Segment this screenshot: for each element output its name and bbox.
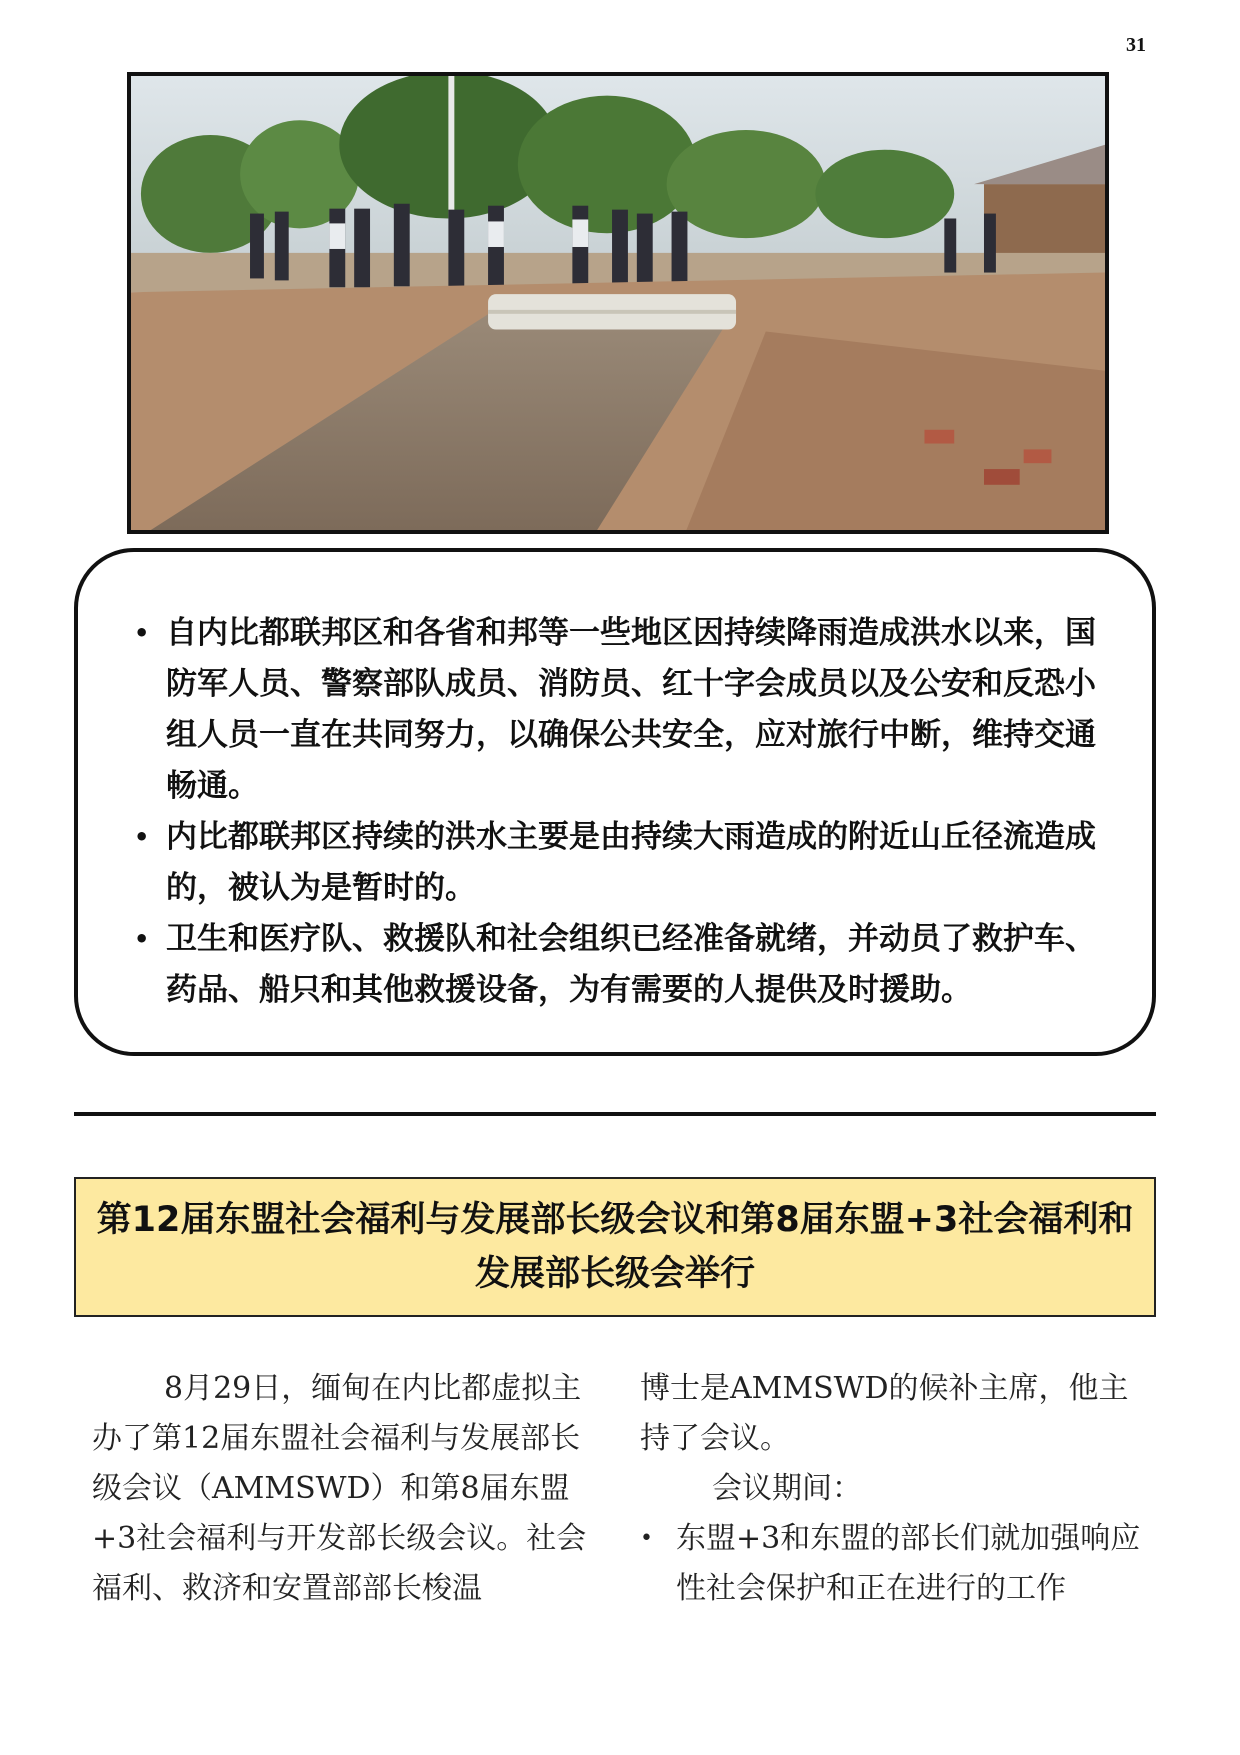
article-lead: 会议期间： [712, 1471, 862, 1506]
summary-bullet [134, 608, 1108, 812]
flood-canal-photo [127, 72, 1109, 534]
article-headline-box [74, 1177, 1156, 1317]
summary-bullet [134, 812, 1108, 914]
summary-bullet-text: 卫生和医疗队、救援队和社会组织已经准备就绪，并动员了救护车、药品、船只和其他救援设备，为有需要的人提供及时援助。 [166, 921, 1096, 1008]
summary-bullet-text: 自内比都联邦区和各省和邦等一些地区因持续降雨造成洪水以来，国防军人员、警察部队成员、消防员、红十字会成员以及公安和反恐小组人员一直在共同努力，以确保公共安全，应对旅行中断，维持交通畅通。 [166, 615, 1096, 804]
article-bullet-text: 东盟+3和东盟的部长们就加强响应性社会保护和正在进行的工作 [676, 1521, 1141, 1606]
bullet-dot-icon: • [134, 619, 150, 647]
bullet-dot-icon: • [134, 823, 150, 851]
article-paragraph: 博士是AMMSWD的候补主席，他主持了会议。 [640, 1371, 1129, 1456]
bullet-dot-icon: • [134, 925, 150, 953]
photo-illustration [131, 76, 1105, 530]
article-right-column [640, 1364, 1146, 1614]
article-bullet-list [640, 1514, 1146, 1614]
summary-bullet [134, 914, 1108, 1016]
article-left-column [92, 1364, 608, 1614]
section-divider [74, 1112, 1156, 1116]
article-title: 第12届东盟社会福利与发展部长级会议和第8届东盟+3社会福利和发展部长级会举行 [96, 1200, 1134, 1294]
article-bullet [640, 1514, 1146, 1614]
bullet-dot-icon: • [640, 1526, 653, 1551]
page-number: 31 [1126, 34, 1146, 56]
summary-list [134, 608, 1108, 1016]
summary-bullet-text: 内比都联邦区持续的洪水主要是由持续大雨造成的附近山丘径流造成的，被认为是暂时的。 [166, 819, 1096, 906]
summary-box [74, 548, 1156, 1056]
article-paragraph: 8月29日，缅甸在内比都虚拟主办了第12届东盟社会福利与发展部长级会议（AMMSWD）和第8届东盟+3社会福利与开发部长级会议。社会福利、救济和安置部部长梭温 [92, 1371, 587, 1606]
